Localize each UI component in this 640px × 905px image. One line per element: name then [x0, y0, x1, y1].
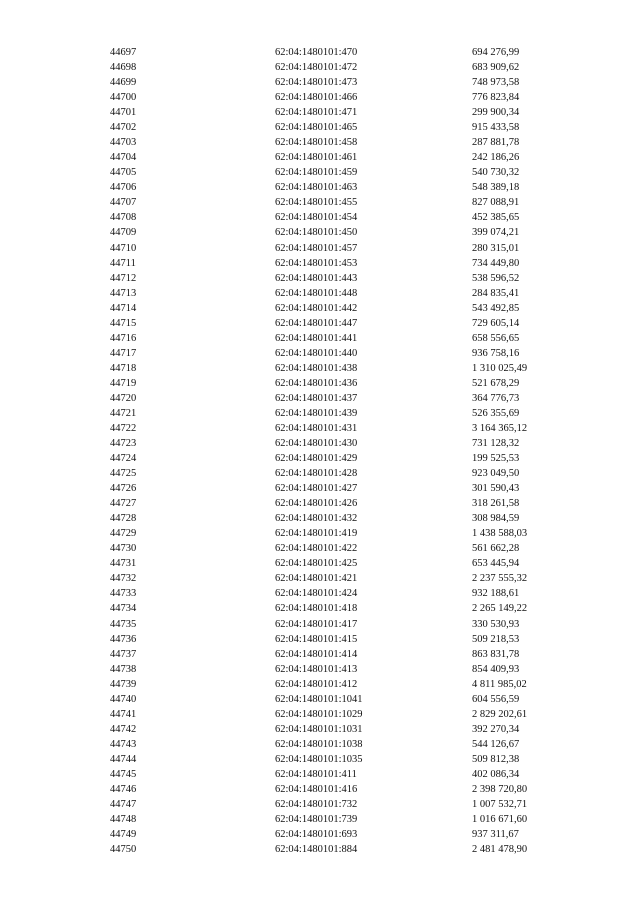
number-cell: 44743 — [110, 738, 137, 750]
number-cell: 44699 — [110, 77, 137, 89]
cadastral-number-cell: 62:04:1480101:414 — [275, 648, 358, 660]
table-row — [0, 75, 640, 90]
table-row — [0, 812, 640, 827]
table-row — [0, 692, 640, 707]
value-cell: 932 188,61 — [472, 588, 520, 600]
table-row — [0, 677, 640, 692]
value-cell: 561 662,28 — [472, 543, 520, 555]
table-row — [0, 195, 640, 210]
number-cell: 44710 — [110, 242, 137, 254]
number-cell: 44717 — [110, 347, 137, 359]
table-row — [0, 241, 640, 256]
table-row — [0, 316, 640, 331]
number-cell: 44746 — [110, 783, 137, 795]
number-cell: 44750 — [110, 844, 137, 856]
cadastral-number-cell: 62:04:1480101:461 — [275, 152, 358, 164]
number-cell: 44742 — [110, 723, 137, 735]
cadastral-number-cell: 62:04:1480101:739 — [275, 814, 358, 826]
value-cell: 604 556,59 — [472, 693, 520, 705]
cadastral-number-cell: 62:04:1480101:432 — [275, 513, 358, 525]
value-cell: 299 900,34 — [472, 107, 520, 119]
value-cell: 776 823,84 — [472, 92, 520, 104]
table-row — [0, 105, 640, 120]
number-cell: 44737 — [110, 648, 137, 660]
number-cell: 44711 — [110, 257, 136, 269]
number-cell: 44726 — [110, 483, 137, 495]
value-cell: 548 389,18 — [472, 182, 520, 194]
table-body — [0, 45, 640, 860]
number-cell: 44725 — [110, 468, 137, 480]
value-cell: 748 973,58 — [472, 77, 520, 89]
value-cell: 242 186,26 — [472, 152, 520, 164]
value-cell: 399 074,21 — [472, 227, 520, 239]
number-cell: 44740 — [110, 693, 137, 705]
value-cell: 452 385,65 — [472, 212, 520, 224]
table-row — [0, 90, 640, 105]
cadastral-number-cell: 62:04:1480101:441 — [275, 332, 358, 344]
table-row — [0, 466, 640, 481]
cadastral-number-cell: 62:04:1480101:416 — [275, 783, 358, 795]
number-cell: 44734 — [110, 603, 137, 615]
cadastral-number-cell: 62:04:1480101:419 — [275, 528, 358, 540]
number-cell: 44739 — [110, 678, 137, 690]
number-cell: 44702 — [110, 122, 137, 134]
number-cell: 44745 — [110, 768, 137, 780]
table-row — [0, 737, 640, 752]
number-cell: 44724 — [110, 453, 137, 465]
number-cell: 44744 — [110, 753, 137, 765]
table-row — [0, 556, 640, 571]
table-row — [0, 180, 640, 195]
number-cell: 44719 — [110, 377, 137, 389]
table-row — [0, 647, 640, 662]
cadastral-number-cell: 62:04:1480101:458 — [275, 137, 358, 149]
value-cell: 729 605,14 — [472, 317, 520, 329]
cadastral-number-cell: 62:04:1480101:470 — [275, 47, 358, 58]
value-cell: 936 758,16 — [472, 347, 520, 359]
number-cell: 44709 — [110, 227, 137, 239]
table-row — [0, 451, 640, 466]
value-cell: 683 909,62 — [472, 62, 520, 74]
table-row — [0, 707, 640, 722]
value-cell: 915 433,58 — [472, 122, 520, 134]
table-row — [0, 797, 640, 812]
number-cell: 44731 — [110, 558, 137, 570]
value-cell: 543 492,85 — [472, 302, 520, 314]
number-cell: 44736 — [110, 633, 137, 645]
value-cell: 1 016 671,60 — [472, 814, 528, 826]
cadastral-number-cell: 62:04:1480101:693 — [275, 829, 358, 841]
cadastral-number-cell: 62:04:1480101:412 — [275, 678, 358, 690]
value-cell: 2 237 555,32 — [472, 573, 528, 585]
value-cell: 284 835,41 — [472, 287, 520, 299]
value-cell: 694 276,99 — [472, 47, 520, 58]
cadastral-number-cell: 62:04:1480101:450 — [275, 227, 358, 239]
number-cell: 44715 — [110, 317, 137, 329]
number-cell: 44727 — [110, 498, 137, 510]
cadastral-number-cell: 62:04:1480101:421 — [275, 573, 358, 585]
number-cell: 44722 — [110, 423, 137, 434]
table-row — [0, 331, 640, 346]
cadastral-number-cell: 62:04:1480101:1029 — [275, 708, 363, 720]
number-cell: 44712 — [110, 272, 137, 284]
table-row — [0, 45, 640, 60]
table-row — [0, 60, 640, 75]
cadastral-number-cell: 62:04:1480101:439 — [275, 407, 358, 419]
number-cell: 44749 — [110, 829, 137, 841]
cadastral-number-cell: 62:04:1480101:413 — [275, 663, 358, 675]
number-cell: 44716 — [110, 332, 137, 344]
cadastral-number-cell: 62:04:1480101:473 — [275, 77, 358, 89]
value-cell: 330 530,93 — [472, 618, 520, 630]
number-cell: 44723 — [110, 438, 137, 450]
cadastral-number-cell: 62:04:1480101:438 — [275, 362, 358, 374]
number-cell: 44707 — [110, 197, 137, 209]
number-cell: 44729 — [110, 528, 137, 540]
table-row — [0, 842, 640, 857]
cadastral-number-cell: 62:04:1480101:430 — [275, 438, 358, 450]
table-row — [0, 767, 640, 782]
value-cell: 937 311,67 — [472, 829, 519, 841]
cadastral-number-cell: 62:04:1480101:732 — [275, 799, 358, 810]
value-cell: 923 049,50 — [472, 468, 520, 480]
cadastral-number-cell: 62:04:1480101:431 — [275, 423, 358, 434]
cadastral-number-cell: 62:04:1480101:447 — [275, 317, 358, 329]
table-row — [0, 617, 640, 632]
number-cell: 44728 — [110, 513, 137, 525]
number-cell: 44703 — [110, 137, 137, 149]
cadastral-number-cell: 62:04:1480101:1038 — [275, 738, 363, 750]
cadastral-number-cell: 62:04:1480101:463 — [275, 182, 358, 194]
cadastral-number-cell: 62:04:1480101:1031 — [275, 723, 363, 735]
table-row — [0, 271, 640, 286]
number-cell: 44704 — [110, 152, 137, 164]
table-row — [0, 632, 640, 647]
cadastral-number-cell: 62:04:1480101:417 — [275, 618, 358, 630]
value-cell: 540 730,32 — [472, 167, 520, 179]
table-row — [0, 421, 640, 436]
table-row — [0, 135, 640, 150]
cadastral-number-cell: 62:04:1480101:457 — [275, 242, 358, 254]
table-row — [0, 376, 640, 391]
table-row — [0, 481, 640, 496]
cadastral-number-cell: 62:04:1480101:427 — [275, 483, 358, 495]
value-cell: 509 218,53 — [472, 633, 520, 645]
number-cell: 44741 — [110, 708, 137, 720]
value-cell: 526 355,69 — [472, 407, 520, 419]
table-row — [0, 782, 640, 797]
value-cell: 658 556,65 — [472, 332, 520, 344]
value-cell: 1 438 588,03 — [472, 528, 528, 540]
cadastral-number-cell: 62:04:1480101:454 — [275, 212, 358, 224]
number-cell: 44705 — [110, 167, 137, 179]
value-cell: 301 590,43 — [472, 483, 520, 495]
value-cell: 402 086,34 — [472, 768, 520, 780]
table-row — [0, 526, 640, 541]
value-cell: 280 315,01 — [472, 242, 520, 254]
number-cell: 44721 — [110, 407, 137, 419]
number-cell: 44732 — [110, 573, 137, 585]
value-cell: 1 310 025,49 — [472, 362, 528, 374]
number-cell: 44701 — [110, 107, 137, 119]
number-cell: 44713 — [110, 287, 137, 299]
cadastral-number-cell: 62:04:1480101:1041 — [275, 693, 363, 705]
cadastral-number-cell: 62:04:1480101:437 — [275, 392, 358, 404]
value-cell: 364 776,73 — [472, 392, 520, 404]
cadastral-number-cell: 62:04:1480101:418 — [275, 603, 358, 615]
value-cell: 863 831,78 — [472, 648, 520, 660]
cadastral-number-cell: 62:04:1480101:429 — [275, 453, 358, 465]
cadastral-number-cell: 62:04:1480101:436 — [275, 377, 358, 389]
cadastral-number-cell: 62:04:1480101:448 — [275, 287, 358, 299]
cadastral-number-cell: 62:04:1480101:466 — [275, 92, 358, 104]
table-row — [0, 662, 640, 677]
table-row — [0, 571, 640, 586]
cadastral-number-cell: 62:04:1480101:426 — [275, 498, 358, 510]
cadastral-number-cell: 62:04:1480101:428 — [275, 468, 358, 480]
cadastral-number-cell: 62:04:1480101:884 — [275, 844, 358, 856]
table-row — [0, 391, 640, 406]
table-row — [0, 541, 640, 556]
value-cell: 318 261,58 — [472, 498, 520, 510]
table-row — [0, 225, 640, 240]
value-cell: 2 829 202,61 — [472, 708, 528, 720]
value-cell: 509 812,38 — [472, 753, 520, 765]
table-row — [0, 722, 640, 737]
value-cell: 4 811 985,02 — [472, 678, 527, 690]
table-row — [0, 752, 640, 767]
table-row — [0, 511, 640, 526]
cadastral-number-cell: 62:04:1480101:459 — [275, 167, 358, 179]
cadastral-number-cell: 62:04:1480101:425 — [275, 558, 358, 570]
value-cell: 1 007 532,71 — [472, 799, 528, 810]
table-row — [0, 301, 640, 316]
cadastral-number-cell: 62:04:1480101:442 — [275, 302, 358, 314]
number-cell: 44698 — [110, 62, 137, 74]
value-cell: 392 270,34 — [472, 723, 520, 735]
value-cell: 544 126,67 — [472, 738, 520, 750]
table-row — [0, 120, 640, 135]
number-cell: 44730 — [110, 543, 137, 555]
value-cell: 199 525,53 — [472, 453, 520, 465]
value-cell: 521 678,29 — [472, 377, 520, 389]
number-cell: 44706 — [110, 182, 137, 194]
table-row — [0, 361, 640, 376]
number-cell: 44735 — [110, 618, 137, 630]
table-row — [0, 406, 640, 421]
cadastral-number-cell: 62:04:1480101:455 — [275, 197, 358, 209]
cadastral-number-cell: 62:04:1480101:440 — [275, 347, 358, 359]
table-row — [0, 150, 640, 165]
number-cell: 44738 — [110, 663, 137, 675]
cadastral-number-cell: 62:04:1480101:453 — [275, 257, 358, 269]
table-row — [0, 496, 640, 511]
value-cell: 308 984,59 — [472, 513, 520, 525]
number-cell: 44718 — [110, 362, 137, 374]
value-cell: 3 164 365,12 — [472, 423, 528, 434]
value-cell: 2 265 149,22 — [472, 603, 528, 615]
table-row — [0, 586, 640, 601]
table-row — [0, 165, 640, 180]
cadastral-number-cell: 62:04:1480101:411 — [275, 768, 357, 780]
cadastral-number-cell: 62:04:1480101:443 — [275, 272, 358, 284]
number-cell: 44708 — [110, 212, 137, 224]
cadastral-number-cell: 62:04:1480101:465 — [275, 122, 358, 134]
table-row — [0, 286, 640, 301]
number-cell: 44747 — [110, 799, 137, 810]
value-cell: 827 088,91 — [472, 197, 520, 209]
value-cell: 653 445,94 — [472, 558, 520, 570]
number-cell: 44700 — [110, 92, 137, 104]
cadastral-number-cell: 62:04:1480101:422 — [275, 543, 358, 555]
table-row — [0, 210, 640, 225]
number-cell: 44714 — [110, 302, 137, 314]
cadastral-number-cell: 62:04:1480101:472 — [275, 62, 358, 74]
value-cell: 538 596,52 — [472, 272, 520, 284]
table-row — [0, 601, 640, 616]
number-cell: 44733 — [110, 588, 137, 600]
value-cell: 2 398 720,80 — [472, 783, 528, 795]
cadastral-number-cell: 62:04:1480101:471 — [275, 107, 358, 119]
value-cell: 731 128,32 — [472, 438, 520, 450]
value-cell: 734 449,80 — [472, 257, 520, 269]
number-cell: 44748 — [110, 814, 137, 826]
cadastral-number-cell: 62:04:1480101:424 — [275, 588, 358, 600]
value-cell: 854 409,93 — [472, 663, 520, 675]
cadastral-number-cell: 62:04:1480101:415 — [275, 633, 358, 645]
cadastral-number-cell: 62:04:1480101:1035 — [275, 753, 363, 765]
table-row — [0, 436, 640, 451]
value-cell: 287 881,78 — [472, 137, 520, 149]
number-cell: 44697 — [110, 47, 137, 58]
number-cell: 44720 — [110, 392, 137, 404]
value-cell: 2 481 478,90 — [472, 844, 528, 856]
table-row — [0, 256, 640, 271]
table-row — [0, 827, 640, 842]
table-row — [0, 346, 640, 361]
